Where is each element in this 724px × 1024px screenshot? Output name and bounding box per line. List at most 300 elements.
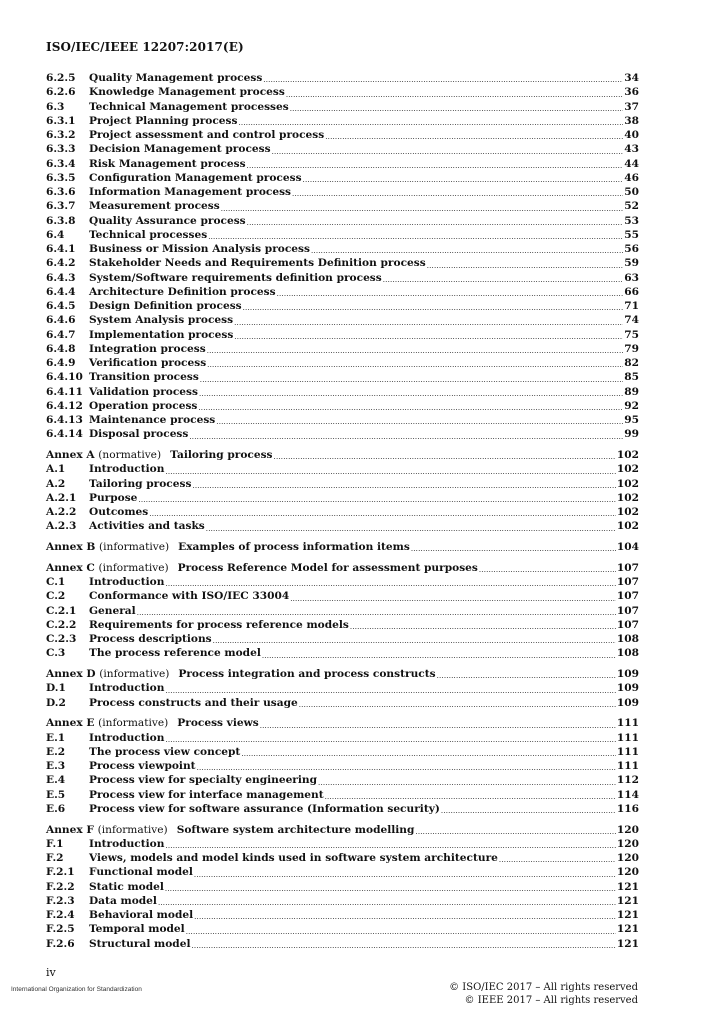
toc-entry-page: 102 [616, 506, 639, 519]
toc-dot-leader [207, 360, 623, 370]
toc-entry[interactable] [46, 696, 639, 710]
toc-entry-page: 102 [616, 449, 639, 462]
toc-entry-title: The process reference model [89, 647, 261, 660]
toc-annex-entry[interactable] [46, 823, 639, 837]
toc-entry[interactable] [46, 505, 639, 519]
toc-entry-page: 43 [624, 143, 639, 156]
toc-entry-page: 52 [624, 200, 639, 213]
toc-dot-leader [165, 884, 616, 894]
toc-entry-number: 6.4.8 [46, 342, 76, 355]
toc-entry-page: 79 [624, 342, 639, 355]
toc-entry-number: 6.4.1 [46, 243, 76, 256]
toc-dot-leader [499, 855, 616, 865]
toc-entry[interactable] [46, 427, 639, 441]
toc-entry-title: System Analysis process [89, 314, 234, 327]
toc-entry[interactable] [46, 773, 639, 787]
toc-entry-page: 107 [616, 590, 639, 603]
toc-dot-leader [243, 303, 624, 313]
toc-dot-leader [318, 778, 616, 788]
toc-entry-page: 107 [616, 618, 639, 631]
toc-entry-title: Integration process [89, 342, 206, 355]
toc-entry[interactable] [46, 745, 639, 759]
toc-entry[interactable] [46, 328, 639, 342]
toc-entry[interactable] [46, 462, 639, 476]
toc-entry-title: Decision Management process [89, 143, 271, 156]
toc-entry-page: 114 [616, 788, 639, 801]
toc-dot-leader [197, 763, 616, 773]
toc-entry-page: 55 [624, 228, 639, 241]
toc-entry-page: 111 [616, 731, 639, 744]
toc-entry[interactable] [46, 865, 639, 879]
toc-entry-page: 102 [616, 520, 639, 533]
toc-entry-page: 109 [616, 668, 639, 681]
toc-dot-leader [277, 289, 624, 299]
toc-entry-number: F.2.5 [46, 923, 75, 936]
toc-dot-leader [149, 509, 616, 519]
toc-dot-leader [241, 749, 616, 759]
toc-entry-title: Stakeholder Needs and Requirements Definition process [89, 257, 426, 270]
toc-entry[interactable] [46, 589, 639, 603]
toc-entry-number: 6.2.6 [46, 86, 76, 99]
toc-entry-number: E.4 [46, 774, 66, 787]
toc-annex-entry[interactable] [46, 716, 639, 730]
toc-entry-title: System/Software requirements definition process [89, 271, 382, 284]
toc-entry-number: F.2.2 [46, 880, 75, 893]
toc-dot-leader [274, 452, 616, 462]
toc-dot-leader [221, 204, 624, 214]
annex-label: Annex B [46, 541, 96, 554]
toc-entry[interactable] [46, 618, 639, 632]
toc-entry-number: D.2 [46, 696, 66, 709]
toc-entry-number: F.2.4 [46, 909, 75, 922]
toc-entry-title: Tailoring process [89, 477, 192, 490]
toc-entry-page: 63 [624, 271, 639, 284]
toc-entry-title: Outcomes [89, 506, 149, 519]
toc-entry-number: F.1 [46, 837, 64, 850]
toc-entry[interactable] [46, 299, 639, 313]
organization-name: International Organization for Standardization [11, 986, 142, 993]
toc-entry-page: 121 [616, 894, 639, 907]
toc-entry-title: Process view for software assurance (Information security) [89, 802, 440, 815]
toc-entry-page: 34 [624, 72, 639, 85]
toc-entry-title: Static model [89, 880, 164, 893]
toc-entry-page: 102 [616, 477, 639, 490]
toc-entry-page: 104 [616, 541, 639, 554]
toc-dot-leader [411, 544, 616, 554]
toc-entry[interactable] [46, 604, 639, 618]
toc-entry-page: 95 [624, 414, 639, 427]
annex-title: Software system architecture modelling [176, 823, 415, 836]
toc-entry[interactable] [46, 491, 639, 505]
toc-dot-leader [311, 246, 623, 256]
toc-dot-leader [234, 332, 623, 342]
toc-dot-leader [238, 118, 623, 128]
toc-entry-title: Process constructs and their usage [89, 696, 298, 709]
toc-entry-title: Temporal model [89, 923, 185, 936]
toc-dot-leader [165, 467, 615, 477]
toc-entry-page: 102 [616, 491, 639, 504]
toc-dot-leader [165, 735, 615, 745]
toc-entry-page: 75 [624, 328, 639, 341]
toc-entry-number: 6.3.8 [46, 214, 76, 227]
annex-type: (informative) [99, 668, 170, 681]
toc-entry-title: Verification process [89, 357, 207, 370]
toc-entry-page: 120 [616, 823, 639, 836]
toc-entry[interactable] [46, 128, 639, 142]
toc-entry-number: 6.4.7 [46, 328, 76, 341]
toc-entry[interactable] [46, 228, 639, 242]
toc-entry-title: Configuration Management process [89, 171, 302, 184]
toc-entry[interactable] [46, 937, 639, 951]
toc-entry[interactable] [46, 788, 639, 802]
toc-dot-leader [441, 806, 616, 816]
toc-entry[interactable] [46, 214, 639, 228]
toc-entry-page: 120 [616, 866, 639, 879]
toc-entry[interactable] [46, 256, 639, 270]
toc-entry-page: 109 [616, 682, 639, 695]
toc-entry[interactable] [46, 681, 639, 695]
toc-entry-title: Functional model [89, 866, 193, 879]
annex-label: Annex E [46, 717, 95, 730]
toc-entry-page: 40 [624, 129, 639, 142]
toc-entry-title: The process view concept [89, 745, 241, 758]
toc-entry-title: Introduction [89, 576, 165, 589]
toc-entry-title: Quality Assurance process [89, 214, 246, 227]
toc-entry-title: Project assessment and control process [89, 129, 325, 142]
toc-dot-leader [247, 161, 624, 171]
toc-entry-page: 92 [624, 399, 639, 412]
toc-entry[interactable] [46, 185, 639, 199]
toc-entry-page: 107 [616, 561, 639, 574]
toc-entry-page: 50 [624, 186, 639, 199]
toc-entry-page: 102 [616, 463, 639, 476]
toc-dot-leader [200, 375, 623, 385]
toc-entry-title: Quality Management process [89, 72, 263, 85]
toc-dot-leader [191, 941, 615, 951]
copyright-iso: © ISO/IEC 2017 – All rights reserved [449, 982, 638, 993]
toc-dot-leader [286, 90, 623, 100]
toc-entry-page: 56 [624, 243, 639, 256]
toc-dot-leader [272, 147, 624, 157]
toc-entry-title: Maintenance process [89, 414, 216, 427]
toc-entry-title: Measurement process [89, 200, 220, 213]
toc-entry-title: Technical processes [89, 228, 208, 241]
toc-dot-leader [165, 686, 615, 696]
toc-entry-title: Introduction [89, 682, 165, 695]
toc-entry[interactable] [46, 575, 639, 589]
toc-entry-number: C.1 [46, 576, 66, 589]
toc-entry-page: 121 [616, 937, 639, 950]
toc-entry-title: Risk Management process [89, 157, 246, 170]
toc-dot-leader [350, 622, 616, 632]
toc-entry-number: 6.3.7 [46, 200, 76, 213]
toc-entry-page: 111 [616, 745, 639, 758]
toc-entry-number: A.2.3 [46, 520, 77, 533]
toc-entry[interactable] [46, 85, 639, 99]
toc-entry[interactable] [46, 313, 639, 327]
toc-entry-number: 6.4.4 [46, 285, 76, 298]
toc-entry-page: 66 [624, 285, 639, 298]
toc-entry[interactable] [46, 413, 639, 427]
toc-entry-number: A.2.1 [46, 491, 77, 504]
toc-entry-page: 111 [616, 717, 639, 730]
toc-entry-page: 74 [624, 314, 639, 327]
toc-entry[interactable] [46, 171, 639, 185]
toc-entry-number: A.2.2 [46, 506, 77, 519]
toc-entry-number: C.3 [46, 647, 66, 660]
toc-entry[interactable] [46, 199, 639, 213]
toc-entry-title [46, 667, 436, 681]
toc-entry-title: Process view for interface management [89, 788, 324, 801]
toc-entry-number: 6.4.12 [46, 399, 83, 412]
toc-entry-number: F.2.3 [46, 894, 75, 907]
toc-entry-number: A.1 [46, 463, 66, 476]
toc-dot-leader [158, 898, 616, 908]
annex-label: Annex C [46, 561, 95, 574]
annex-title: Process views [177, 717, 259, 730]
toc-dot-leader [292, 189, 623, 199]
annex-title: Process integration and process constructs [178, 668, 436, 681]
toc-entry-title: Knowledge Management process [89, 86, 285, 99]
toc-dot-leader [138, 495, 615, 505]
toc-entry-title: Process descriptions [89, 633, 212, 646]
toc-entry-number: D.1 [46, 682, 66, 695]
toc-entry-page: 38 [624, 114, 639, 127]
toc-entry-number: C.2.3 [46, 633, 77, 646]
toc-dot-leader [192, 481, 615, 491]
toc-entry-number: 6.3.3 [46, 143, 76, 156]
toc-dot-leader [437, 671, 616, 681]
page-number: iv [46, 966, 56, 979]
toc-dot-leader [290, 594, 616, 604]
annex-type: (informative) [99, 541, 170, 554]
toc-entry[interactable] [46, 342, 639, 356]
toc-entry-title: Business or Mission Analysis process [89, 243, 310, 256]
toc-entry-title [46, 540, 410, 554]
toc-entry-page: 120 [616, 852, 639, 865]
toc-entry-title: Introduction [89, 463, 165, 476]
toc-entry-title: Process viewpoint [89, 760, 196, 773]
toc-dot-leader [415, 827, 615, 837]
toc-entry-number: 6.4.13 [46, 414, 83, 427]
toc-dot-leader [299, 700, 616, 710]
toc-dot-leader [186, 927, 616, 937]
toc-entry-number: 6.3.6 [46, 186, 76, 199]
toc-dot-leader [213, 636, 616, 646]
toc-entry-title: Implementation process [89, 328, 234, 341]
toc-entry-title: Behavioral model [89, 909, 194, 922]
annex-type: (informative) [97, 823, 168, 836]
toc-entry[interactable] [46, 399, 639, 413]
toc-entry-page: 108 [616, 647, 639, 660]
toc-entry[interactable] [46, 356, 639, 370]
toc-entry[interactable] [46, 385, 639, 399]
table-of-contents [46, 71, 639, 951]
toc-entry-page: 99 [624, 428, 639, 441]
toc-dot-leader [165, 579, 615, 589]
toc-entry-number: E.1 [46, 731, 66, 744]
toc-entry-title: Introduction [89, 837, 165, 850]
toc-dot-leader [263, 75, 623, 85]
toc-entry-title [46, 448, 273, 462]
copyright-ieee: © IEEE 2017 – All rights reserved [464, 995, 638, 1006]
toc-dot-leader [427, 261, 624, 271]
toc-entry-number: 6.3 [46, 100, 65, 113]
toc-entry-page: 53 [624, 214, 639, 227]
toc-entry-number: 6.3.4 [46, 157, 76, 170]
toc-entry-page: 82 [624, 357, 639, 370]
toc-entry[interactable] [46, 157, 639, 171]
toc-entry-page: 109 [616, 696, 639, 709]
toc-entry[interactable] [46, 851, 639, 865]
toc-entry-page: 108 [616, 633, 639, 646]
toc-entry-page: 46 [624, 171, 639, 184]
toc-entry-page: 44 [624, 157, 639, 170]
toc-dot-leader [137, 608, 616, 618]
toc-dot-leader [383, 275, 624, 285]
toc-entry-title: Transition process [89, 371, 199, 384]
toc-entry-number: E.5 [46, 788, 66, 801]
toc-entry-number: E.2 [46, 745, 66, 758]
toc-entry-title: Design Definition process [89, 300, 242, 313]
toc-entry-page: 59 [624, 257, 639, 270]
toc-dot-leader [206, 524, 616, 534]
toc-entry-page: 121 [616, 909, 639, 922]
toc-annex-entry[interactable] [46, 667, 639, 681]
toc-entry-title: Views, models and model kinds used in software system architecture [89, 852, 498, 865]
toc-entry-title: Activities and tasks [89, 520, 205, 533]
toc-entry[interactable] [46, 519, 639, 533]
toc-entry-title [46, 561, 478, 575]
toc-annex-entry[interactable] [46, 540, 639, 554]
toc-entry-number: 6.4.6 [46, 314, 76, 327]
toc-entry[interactable] [46, 646, 639, 660]
toc-entry-page: 37 [624, 100, 639, 113]
toc-dot-leader [247, 218, 624, 228]
toc-dot-leader [165, 841, 615, 851]
toc-dot-leader [260, 721, 616, 731]
toc-dot-leader [303, 175, 624, 185]
toc-dot-leader [198, 403, 623, 413]
annex-label: Annex D [46, 668, 96, 681]
toc-entry-title: Structural model [89, 937, 191, 950]
toc-dot-leader [194, 912, 616, 922]
toc-entry-title: Validation process [89, 385, 198, 398]
toc-dot-leader [216, 417, 623, 427]
toc-dot-leader [290, 104, 624, 114]
toc-entry[interactable] [46, 837, 639, 851]
toc-entry[interactable] [46, 477, 639, 491]
toc-entry-title: Technical Management processes [89, 100, 289, 113]
toc-entry[interactable] [46, 114, 639, 128]
toc-entry-page: 121 [616, 880, 639, 893]
toc-entry[interactable] [46, 100, 639, 114]
toc-entry[interactable] [46, 894, 639, 908]
toc-entry-page: 85 [624, 371, 639, 384]
toc-entry-title: General [89, 604, 136, 617]
toc-entry-page: 107 [616, 604, 639, 617]
toc-entry-number: F.2 [46, 852, 64, 865]
toc-entry-title: Requirements for process reference models [89, 618, 349, 631]
toc-entry[interactable] [46, 922, 639, 936]
toc-entry-number: F.2.1 [46, 866, 75, 879]
toc-entry-number: 6.4 [46, 228, 65, 241]
annex-label: Annex F [46, 823, 94, 836]
annex-label: Annex A [46, 449, 95, 462]
toc-entry-page: 107 [616, 576, 639, 589]
toc-entry[interactable] [46, 271, 639, 285]
toc-dot-leader [325, 132, 623, 142]
toc-entry-title: Data model [89, 894, 157, 907]
toc-entry-title: Information Management process [89, 186, 292, 199]
toc-entry-page: 36 [624, 86, 639, 99]
toc-entry-title: Operation process [89, 399, 198, 412]
toc-entry-number: C.2.2 [46, 618, 77, 631]
toc-entry-number: 6.4.5 [46, 300, 76, 313]
toc-entry-number: 6.4.11 [46, 385, 83, 398]
toc-entry[interactable] [46, 731, 639, 745]
toc-entry-title [46, 823, 414, 837]
toc-entry-number: 6.4.3 [46, 271, 76, 284]
toc-dot-leader [479, 565, 616, 575]
toc-entry-title: Purpose [89, 491, 138, 504]
toc-entry-page: 116 [616, 802, 639, 815]
toc-entry-number: E.3 [46, 760, 66, 773]
annex-type: (informative) [98, 561, 169, 574]
toc-dot-leader [234, 318, 623, 328]
toc-entry-page: 89 [624, 385, 639, 398]
toc-entry-number: A.2 [46, 477, 66, 490]
toc-entry[interactable] [46, 632, 639, 646]
toc-entry-number: C.2.1 [46, 604, 77, 617]
toc-entry[interactable] [46, 285, 639, 299]
toc-dot-leader [194, 870, 616, 880]
toc-entry[interactable] [46, 759, 639, 773]
toc-entry-number: E.6 [46, 802, 66, 815]
annex-type: (informative) [98, 717, 169, 730]
toc-entry-title: Conformance with ISO/IEC 33004 [89, 590, 290, 603]
toc-annex-entry[interactable] [46, 448, 639, 462]
toc-entry-number: 6.4.10 [46, 371, 83, 384]
annex-title: Tailoring process [170, 449, 273, 462]
toc-entry[interactable] [46, 370, 639, 384]
toc-annex-entry[interactable] [46, 561, 639, 575]
toc-entry-number: 6.3.2 [46, 129, 76, 142]
toc-entry-number: 6.2.5 [46, 72, 76, 85]
toc-entry[interactable] [46, 908, 639, 922]
annex-title: Process Reference Model for assessment purposes [177, 561, 478, 574]
toc-entry[interactable] [46, 802, 639, 816]
toc-entry-number: F.2.6 [46, 937, 75, 950]
toc-entry[interactable] [46, 71, 639, 85]
toc-entry[interactable] [46, 242, 639, 256]
document-header: ISO/IEC/IEEE 12207:2017(E) [46, 40, 244, 54]
toc-entry-number: 6.3.5 [46, 171, 76, 184]
toc-entry-number: 6.4.14 [46, 428, 83, 441]
toc-entry[interactable] [46, 880, 639, 894]
toc-entry[interactable] [46, 142, 639, 156]
toc-entry-number: C.2 [46, 590, 66, 603]
toc-entry-page: 112 [616, 774, 639, 787]
toc-entry-page: 71 [624, 300, 639, 313]
toc-entry-page: 121 [616, 923, 639, 936]
toc-dot-leader [207, 346, 624, 356]
toc-dot-leader [325, 792, 616, 802]
toc-entry-title: Project Planning process [89, 114, 238, 127]
toc-entry-title: Architecture Definition process [89, 285, 276, 298]
toc-entry-title: Introduction [89, 731, 165, 744]
annex-type: (normative) [98, 449, 162, 462]
